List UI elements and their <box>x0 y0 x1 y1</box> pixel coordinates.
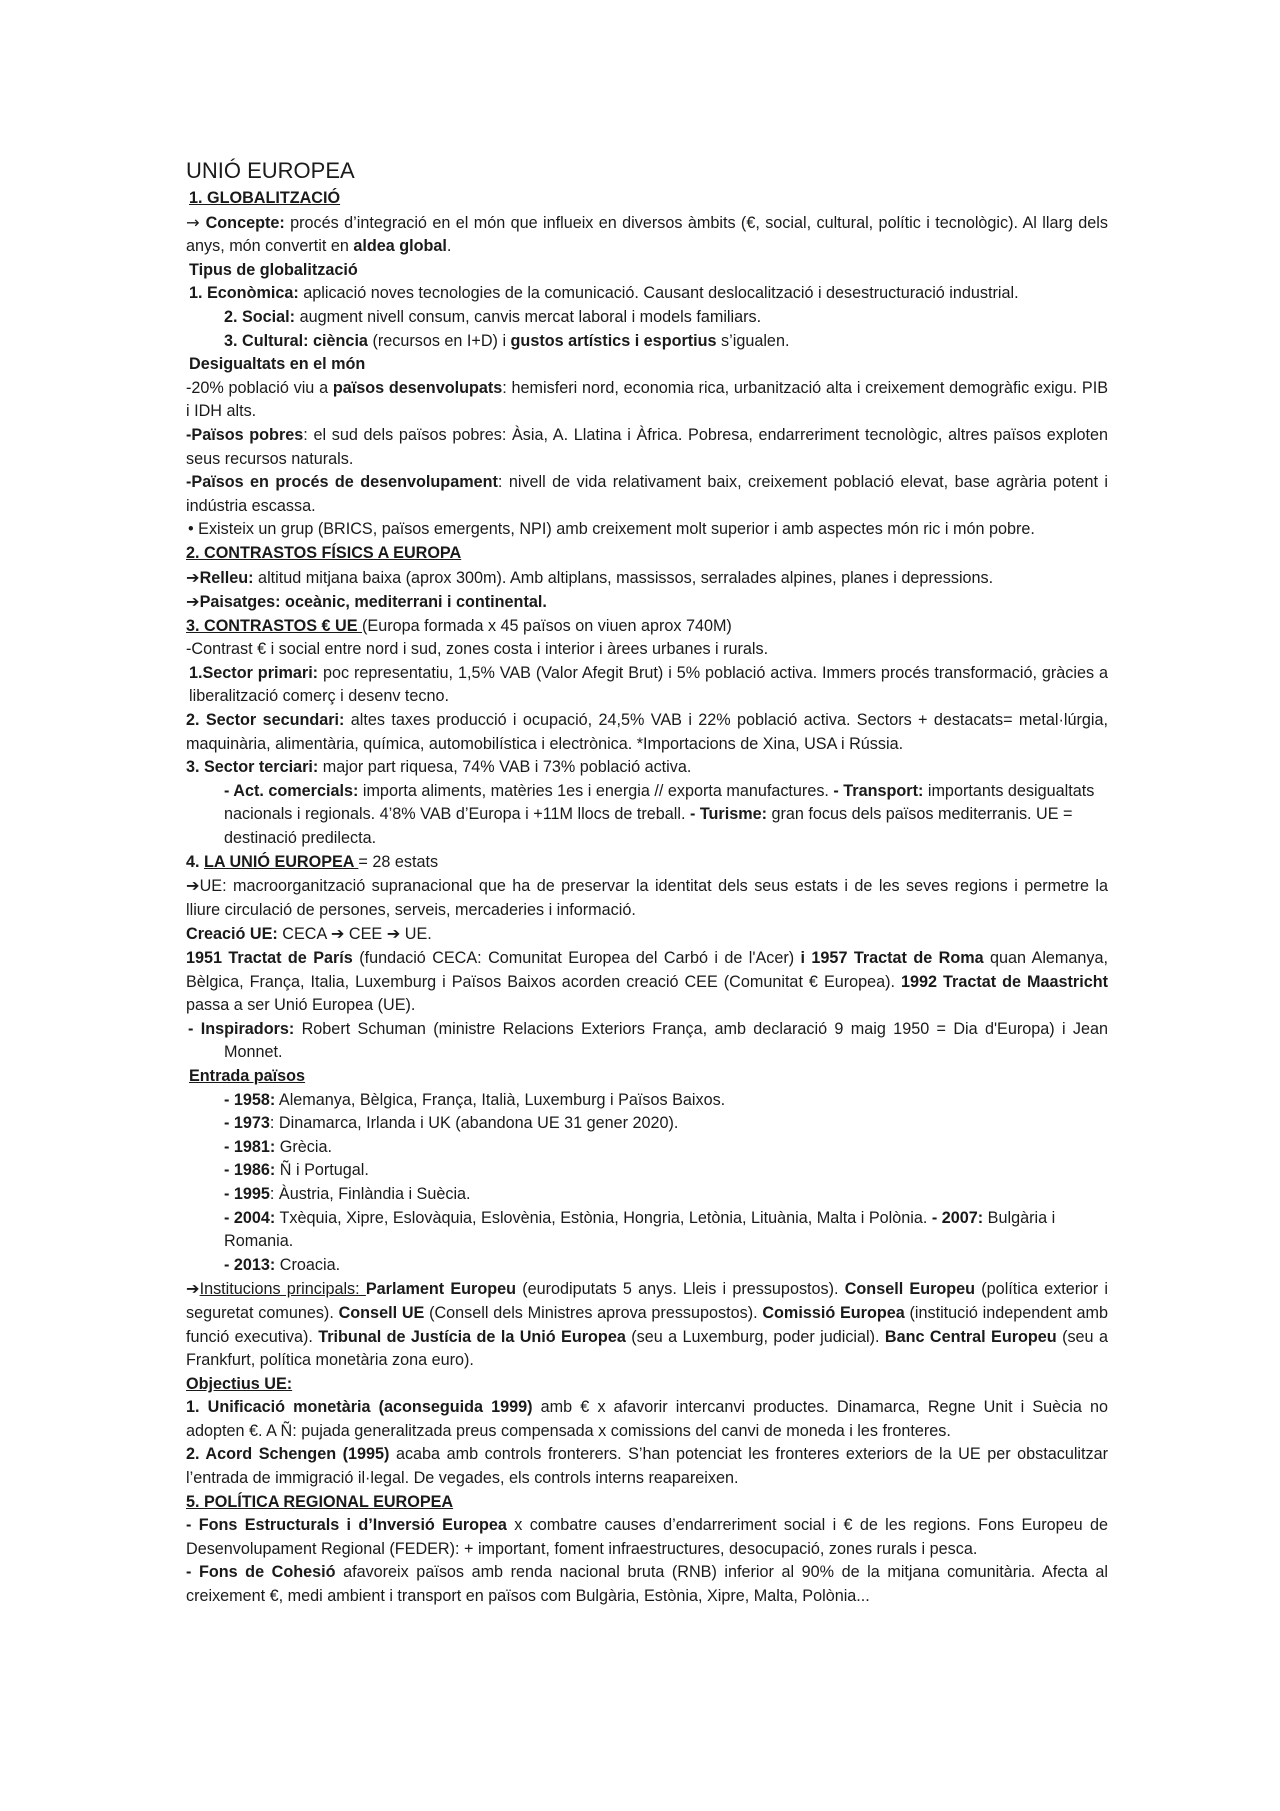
inequalities-heading: Desigualtats en el món <box>189 355 366 374</box>
tertiary-sector: 3. Sector terciari: major part riquesa, 74% VAB i 73% població activa. <box>186 758 692 777</box>
primary-sector: 1.Sector primari: poc representatiu, 1,5% VAB (Valor Afegit Brut) i 5% població activa. Immers procés transformació, gràcies a liberalització comerç i desenv tecno. <box>189 663 1108 706</box>
entry-1973: - 1973: Dinamarca, Irlanda i UK (abandona UE 31 gener 2020). <box>224 1114 679 1133</box>
section-1-heading: 1. GLOBALITZACIÓ <box>189 189 341 207</box>
arrow-right-icon: ➔ <box>186 876 200 896</box>
entry-1958: - 1958: Alemanya, Bèlgica, França, Italià, Luxemburg i Països Baixos. <box>224 1090 726 1109</box>
objective-schengen: 2. Acord Schengen (1995) acaba amb controls fronterers. S’han potenciat les fronteres exteriors de la UE per obstaculitzar l’entrada de immigració il·legal. De vegades, els controls interns reapareixen. <box>186 1445 1108 1488</box>
inspirers-line: - Inspiradors: Robert Schuman (ministre Relacions Exteriors França, amb declaració 9 maig 1950 = Dia d'Europa) i Jean Monnet. <box>188 1019 1108 1062</box>
section-4-heading: 4. LA UNIÓ EUROPEA = 28 estats <box>186 852 439 871</box>
section-2-heading: 2. CONTRASTOS FÍSICS A EUROPA <box>186 543 462 562</box>
section-3-heading: 3. CONTRASTOS € UE (Europa formada x 45 països on viuen aprox 740M) <box>186 616 732 635</box>
concept-paragraph: → Concepte: procés d’integració en el món que influeix en diversos àmbits (€, social, cultural, polític i tecnològic). Al llarg dels anys, món convertit en aldea global. <box>186 212 1108 256</box>
landscape-line: ➔Paisatges: oceànic, mediterrani i continental. <box>186 592 547 612</box>
document-body <box>186 156 1108 1609</box>
entry-2004-2007: - 2004: Txèquia, Xipre, Eslovàquia, Eslovènia, Estònia, Hongria, Letònia, Lituània, Malta i Polònia. - 2007: Bulgària i Romania. <box>224 1208 1056 1251</box>
type-social: 2. Social: augment nivell consum, canvis mercat laboral i models familiars. <box>224 307 762 326</box>
tertiary-details: - Act. comercials: importa aliments, matèries 1es i energia // exporta manufactures. - Transport: importants desigualtats nacionals i regionals. 4’8% VAB d’Europa i +11M llocs de treball. - Turisme: gran focus dels països mediterranis. UE = destinació predilecta. <box>224 781 1095 848</box>
arrow-right-icon: ➔ <box>186 567 200 587</box>
cohesion-fund: - Fons de Cohesió afavoreix països amb renda nacional bruta (RNB) inferior al 90% de la mitjana comunitària. Afecta al creixement €, medi ambient i transport en països com Bulgària, Estònia, Xipre, Malta, Polònia... <box>186 1563 1108 1606</box>
types-heading: Tipus de globalització <box>189 260 358 279</box>
entry-heading: Entrada països <box>189 1066 306 1085</box>
secondary-sector: 2. Sector secundari: altes taxes producció i ocupació, 24,5% VAB i 22% població activa. Sectors + destacats= metal·lúrgia, maquinària, alimentària, química, automobilística i electrònica. *Importacions de Xina, USA i Rússia. <box>186 711 1108 753</box>
structural-funds: - Fons Estructurals i d’Inversió Europea x combatre causes d’endarreriment social i € de les regions. Fons Europeu de Desenvolupament Regional (FEDER): + important, foment infraestructures, desocupació, zones rurals i pesca. <box>186 1516 1108 1558</box>
objective-monetary: 1. Unificació monetària (aconseguida 1999) amb € x afavorir intercanvi productes. Dinamarca, Regne Unit i Suècia no adopten €. A Ñ: pujada generalitzada preus compensada x comissions del canvi de moneda i les fronteres. <box>186 1398 1108 1440</box>
institutions-paragraph: ➔Institucions principals: Parlament Europeu (eurodiputats 5 anys. Lleis i pressupostos). Consell Europeu (política exterior i seguretat comunes). Consell UE (Consell dels Ministres aprova pressupostos). Comissió Europea (institució independent amb funció executiva). Tribunal de Justícia de la Unió Europea (seu a Luxemburg, poder judicial). Banc Central Europeu (seu a Frankfurt, política monetària zona euro). <box>186 1279 1109 1370</box>
objectives-heading: Objectius UE: <box>186 1374 293 1393</box>
page-title: UNIÓ EUROPEA <box>186 158 355 183</box>
eu-definition: ➔UE: macroorganització supranacional que ha de preservar la identitat dels seus estats i de les seves regions i permetre la lliure circulació de persones, serveis, mercaderies i informació. <box>186 876 1108 919</box>
entry-1986: - 1986: Ñ i Portugal. <box>224 1161 369 1180</box>
arrow-right-icon: → <box>186 212 206 232</box>
arrow-right-icon: ➔ <box>386 924 401 944</box>
entry-1995: - 1995: Àustria, Finlàndia i Suècia. <box>224 1184 471 1203</box>
type-economic: 1. Econòmica: aplicació noves tecnologies de la comunicació. Causant deslocalització i desestructuració industrial. <box>189 284 1019 303</box>
arrow-right-icon: ➔ <box>330 924 345 944</box>
brics-bullet: • Existeix un grup (BRICS, països emergents, NPI) amb creixement molt superior i amb aspectes món ric i món pobre. <box>188 520 1035 539</box>
developing-countries: -Països en procés de desenvolupament: nivell de vida relativament baix, creixement població elevat, base agrària potent i indústria escassa. <box>186 473 1109 515</box>
treaties-paragraph: 1951 Tractat de París (fundació CECA: Comunitat Europea del Carbó i de l'Acer) i 1957 Tractat de Roma quan Alemanya, Bèlgica, França, Italia, Luxemburg i Països Baixos acorden creació CEE (Comunitat € Europea). 1992 Tractat de Maastricht passa a ser Unió Europea (UE). <box>186 949 1109 1015</box>
contrast-line: -Contrast € i social entre nord i sud, zones costa i interior i àrees urbanes i rurals. <box>186 640 769 659</box>
section-5-heading: 5. POLÍTICA REGIONAL EUROPEA <box>186 1492 454 1511</box>
relief-line: ➔Relleu: altitud mitjana baixa (aprox 300m). Amb altiplans, massissos, serralades alpines, planes i depressions. <box>186 567 994 587</box>
entry-1981: - 1981: Grècia. <box>224 1137 332 1156</box>
arrow-right-icon: ➔ <box>186 1279 200 1299</box>
eu-creation: Creació UE: CECA ➔ CEE ➔ UE. <box>186 924 432 944</box>
entry-2013: - 2013: Croacia. <box>224 1255 341 1274</box>
poor-countries: -Països pobres: el sud dels països pobres: Àsia, A. Llatina i Àfrica. Pobresa, endarreriment tecnològic, altres països exploten seus recursos naturals. <box>186 425 1108 468</box>
developed-countries: -20% població viu a països desenvolupats: hemisferi nord, economia rica, urbanització alta i creixement demogràfic exigu. PIB i IDH alts. <box>186 378 1109 421</box>
arrow-right-icon: ➔ <box>186 592 200 612</box>
type-cultural: 3. Cultural: ciència (recursos en I+D) i gustos artístics i esportius s’igualen. <box>224 331 790 350</box>
